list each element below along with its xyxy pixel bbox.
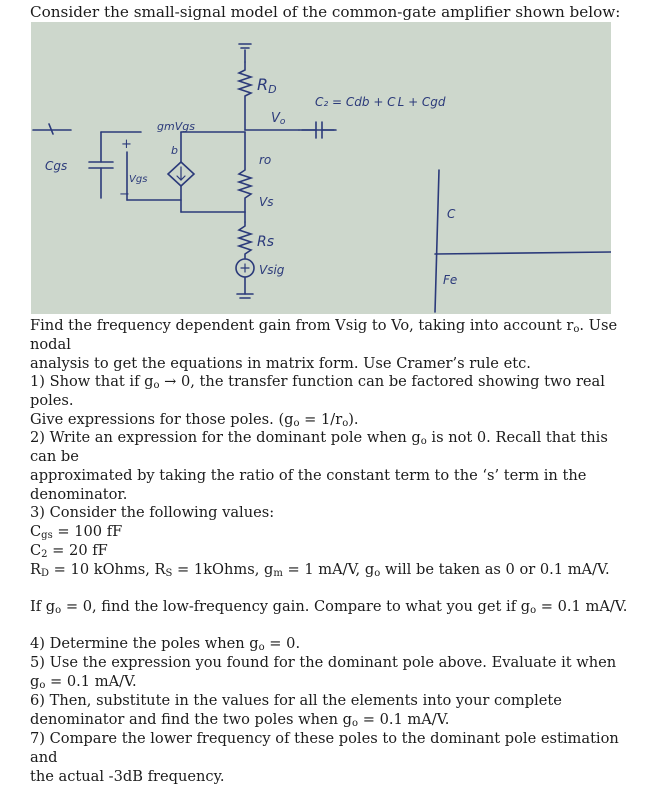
question-1: 1) Show that if $g_o \to 0$, the transfer function can be factored showing two real poles. Give expressions for those poles. $(g_o = 1/r_o)$. [30, 373, 605, 429]
gmvgs-label: gmVgs [157, 120, 195, 133]
node-b-label: b [171, 144, 178, 157]
circuit-diagram [31, 22, 611, 314]
questions-4-7 [30, 634, 630, 786]
question-6-line2: denominator and find the two poles when $g_o = 0.1$ mA/V. [30, 711, 450, 729]
circuit-figure [31, 22, 611, 314]
question-7-line2: the actual -3dB frequency. [30, 768, 225, 785]
vs-label: Vs [259, 195, 274, 209]
cgs-label: Cgs [45, 159, 68, 173]
intro-text: Consider the small-signal model of the common-gate amplifier shown below: [30, 3, 621, 21]
question-7-line1: 7) Compare the lower frequency of these poles to the dominant pole estimation and [30, 730, 619, 766]
vsig-label: Vsig [259, 263, 285, 277]
c2-formula-label: C₂ = Cdb + C L + Cgd [315, 95, 446, 109]
question-3: 3) Consider the following values: $C_{gs} = 100$ fF $C_2 = 20$ fF $R_D = 10$ kOhms, $R_S$ = 1kOhms, $g_m = 1$ mA/V, $g_o$ will be taken as 0 or 0.1 mA/V. [30, 504, 610, 579]
question-2: 2) Write an expression for the dominant pole when $g_o$ is not 0. Recall that this can be approximated by taking the ratio of the constant term to the ‘s’ term in the denominator. [30, 429, 608, 503]
minus-sign: − [119, 187, 130, 202]
question-6-line1: 6) Then, substitute in the values for all the elements into your complete [30, 692, 562, 709]
question-5-line1: 5) Use the expression you found for the dominant pole above. Evaluate it when [30, 654, 617, 671]
question-4: 4) Determine the poles when $g_o = 0$. [30, 635, 301, 653]
rs-label: Rs [257, 234, 275, 250]
plus-sign: + [121, 137, 132, 152]
task-paragraph: Find the frequency dependent gain from Vsig to Vo, taking into account $r_o$. Use nodal analysis to get the equations in matrix form. Use Cramer’s rule etc. [30, 317, 618, 372]
question-3-gain: If $g_o = 0$, find the low-frequency gain. Compare to what you get if $g_o = 0.1$ mA/V. [30, 598, 628, 616]
c-right-label: C [447, 207, 456, 221]
ro-label: ro [259, 153, 272, 167]
fe-right-label: Fe [443, 273, 458, 287]
vo-label: Vo [271, 111, 286, 127]
rd-label: RD [257, 75, 277, 96]
vgs-label: Vgs [129, 174, 148, 185]
question-5-line2: $g_o = 0.1$ mA/V. [30, 673, 137, 691]
